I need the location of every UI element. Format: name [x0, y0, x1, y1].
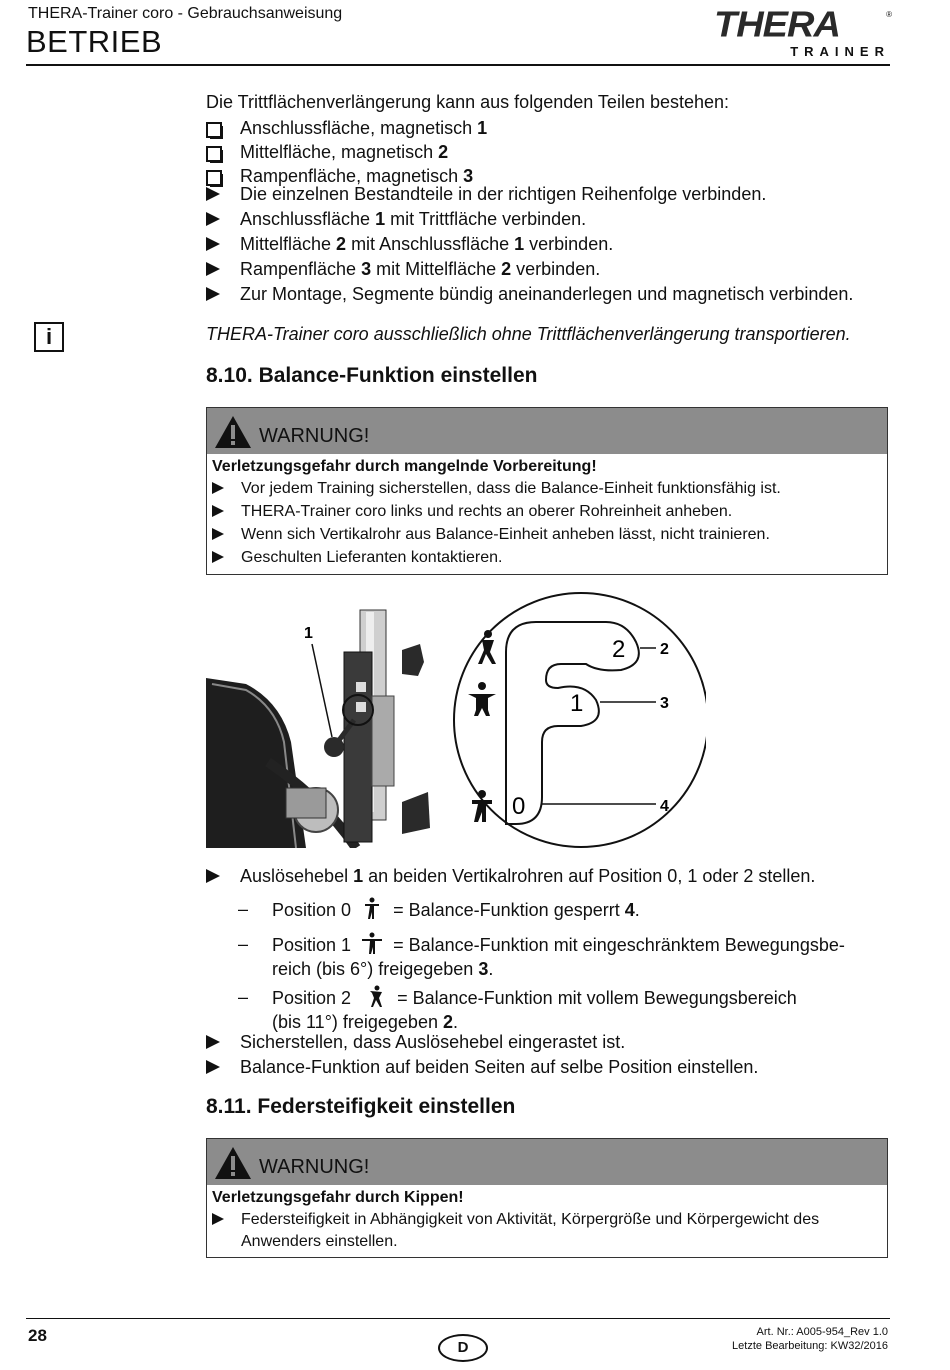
- warning-header: [207, 408, 887, 454]
- list-item: – Position 0 = Balance-Funktion gesperrt 4.: [238, 899, 640, 920]
- warning-summary: Verletzungsgefahr durch Kippen!: [212, 1189, 464, 1206]
- list-item: Rampenfläche 3 mit Mittelfläche 2 verbinden.: [206, 257, 906, 282]
- warning-triangle-icon: [213, 414, 253, 450]
- person-arms-out-icon: [360, 932, 384, 956]
- last-edit: Letzte Bearbeitung: KW32/2016: [732, 1340, 888, 1352]
- info-icon: i: [34, 322, 64, 352]
- list-item: [206, 118, 896, 142]
- position-list: [238, 897, 898, 1034]
- language-badge: D: [438, 1334, 488, 1362]
- warning-header: [207, 1139, 887, 1185]
- person-leaning-icon: [362, 985, 386, 1009]
- arrow-bullet-icon: [206, 1035, 220, 1049]
- list-item: Mittelfläche 2 mit Anschlussfläche 1 verbinden.: [206, 232, 906, 257]
- steps-list: [206, 182, 906, 307]
- arrow-bullet-icon: [206, 212, 220, 226]
- warning-label: WARNUNG!: [259, 425, 370, 447]
- logo-subtitle: TRAINER: [790, 44, 890, 59]
- section-8-10-heading: 8.10. Balance-Funktion einstellen: [206, 364, 538, 387]
- list-item: Geschulten Lieferanten kontaktieren.: [212, 547, 882, 570]
- arrow-bullet-icon: [206, 237, 220, 251]
- balance-unit-figure: [206, 592, 706, 848]
- list-item: Sicherstellen, dass Auslösehebel eingerastet ist.: [206, 1030, 906, 1055]
- info-note: THERA-Trainer coro ausschließlich ohne Trittflächenverlängerung transportieren.: [206, 324, 851, 344]
- callout-label: 1: [304, 625, 313, 642]
- page-number: 28: [28, 1326, 47, 1345]
- list-item: Wenn sich Vertikalrohr aus Balance-Einheit anheben lässt, nicht trainieren.: [212, 524, 882, 547]
- list-item: Federsteifigkeit in Abhängigkeit von Aktivität, Körpergröße und Körpergewicht des Anwenders einstellen.: [212, 1209, 882, 1253]
- arrow-bullet-icon: [206, 287, 220, 301]
- checkbox-icon: [206, 146, 222, 162]
- parts-list: [206, 118, 896, 190]
- list-item: Auslösehebel 1 an beiden Vertikalrohren auf Position 0, 1 oder 2 stellen.: [206, 864, 906, 889]
- dial-label: 1: [570, 690, 584, 717]
- header-divider: [26, 64, 890, 66]
- part-number: 2: [438, 142, 449, 162]
- list-item: – Position 2 = Balance-Funktion mit vollem Bewegungsbereich (bis 11°) freigegeben 2.: [238, 987, 797, 1032]
- document-title: THERA-Trainer coro - Gebrauchsanweisung: [28, 5, 343, 22]
- balance-unit-photo: [206, 592, 436, 848]
- dial-label: 2: [612, 636, 626, 663]
- thera-trainer-logo: [712, 5, 892, 60]
- warning-label: WARNUNG!: [259, 1156, 370, 1178]
- arrow-bullet-icon: [206, 262, 220, 276]
- checkbox-icon: [206, 122, 222, 138]
- list-item: Balance-Funktion auf beiden Seiten auf selbe Position einstellen.: [206, 1055, 906, 1080]
- person-standing-icon: [360, 897, 384, 921]
- article-info: [732, 1325, 888, 1353]
- arrow-bullet-icon: [212, 1213, 224, 1225]
- arrow-bullet-icon: [212, 528, 224, 540]
- balance-steps: [206, 864, 906, 889]
- part-number: 1: [477, 118, 488, 138]
- part-text: Mittelfläche, magnetisch: [240, 142, 439, 162]
- callout-label: 2: [660, 641, 669, 658]
- dial-label: 0: [512, 793, 526, 820]
- list-item: [206, 142, 896, 166]
- article-number: Art. Nr.: A005-954_Rev 1.0: [756, 1326, 888, 1338]
- list-item: – Position 1 = Balance-Funktion mit eingeschränktem Bewegungsbe- reich (bis 6°) freigegeben 3.: [238, 934, 845, 979]
- arrow-bullet-icon: [212, 482, 224, 494]
- arrow-bullet-icon: [206, 1060, 220, 1074]
- list-item: Die einzelnen Bestandteile in der richtigen Reihenfolge verbinden.: [206, 182, 906, 207]
- intro-text: Die Trittflächenverlängerung kann aus folgenden Teilen bestehen:: [206, 92, 730, 112]
- list-item: THERA-Trainer coro links und rechts an oberer Rohreinheit anheben.: [212, 501, 882, 524]
- callout-label: 3: [660, 695, 669, 712]
- section-8-11-heading: 8.11. Federsteifigkeit einstellen: [206, 1095, 516, 1118]
- part-number: 3: [463, 166, 474, 186]
- list-item: Zur Montage, Segmente bündig aneinanderlegen und magnetisch verbinden.: [206, 282, 906, 307]
- callout-label: 4: [660, 798, 669, 815]
- arrow-bullet-icon: [206, 187, 220, 201]
- section-heading: BETRIEB: [26, 24, 163, 59]
- arrow-bullet-icon: [212, 551, 224, 563]
- arrow-bullet-icon: [206, 869, 220, 883]
- list-item: Anschlussfläche 1 mit Trittfläche verbinden.: [206, 207, 906, 232]
- warning-box-tipping: [206, 1138, 888, 1258]
- warning-box-preparation: [206, 407, 888, 575]
- list-item: Vor jedem Training sicherstellen, dass die Balance-Einheit funktionsfähig ist.: [212, 478, 882, 501]
- part-text: Rampenfläche, magnetisch: [240, 166, 464, 186]
- warning-triangle-icon: [213, 1145, 253, 1181]
- arrow-bullet-icon: [212, 505, 224, 517]
- warning-summary: Verletzungsgefahr durch mangelnde Vorbereitung!: [212, 458, 597, 475]
- logo-registered-mark: ®: [886, 10, 892, 19]
- part-text: Anschlussfläche, magnetisch: [240, 118, 478, 138]
- balance-steps-2: [206, 1030, 906, 1080]
- footer-divider: [26, 1318, 890, 1319]
- logo-wordmark: THERA: [714, 5, 840, 45]
